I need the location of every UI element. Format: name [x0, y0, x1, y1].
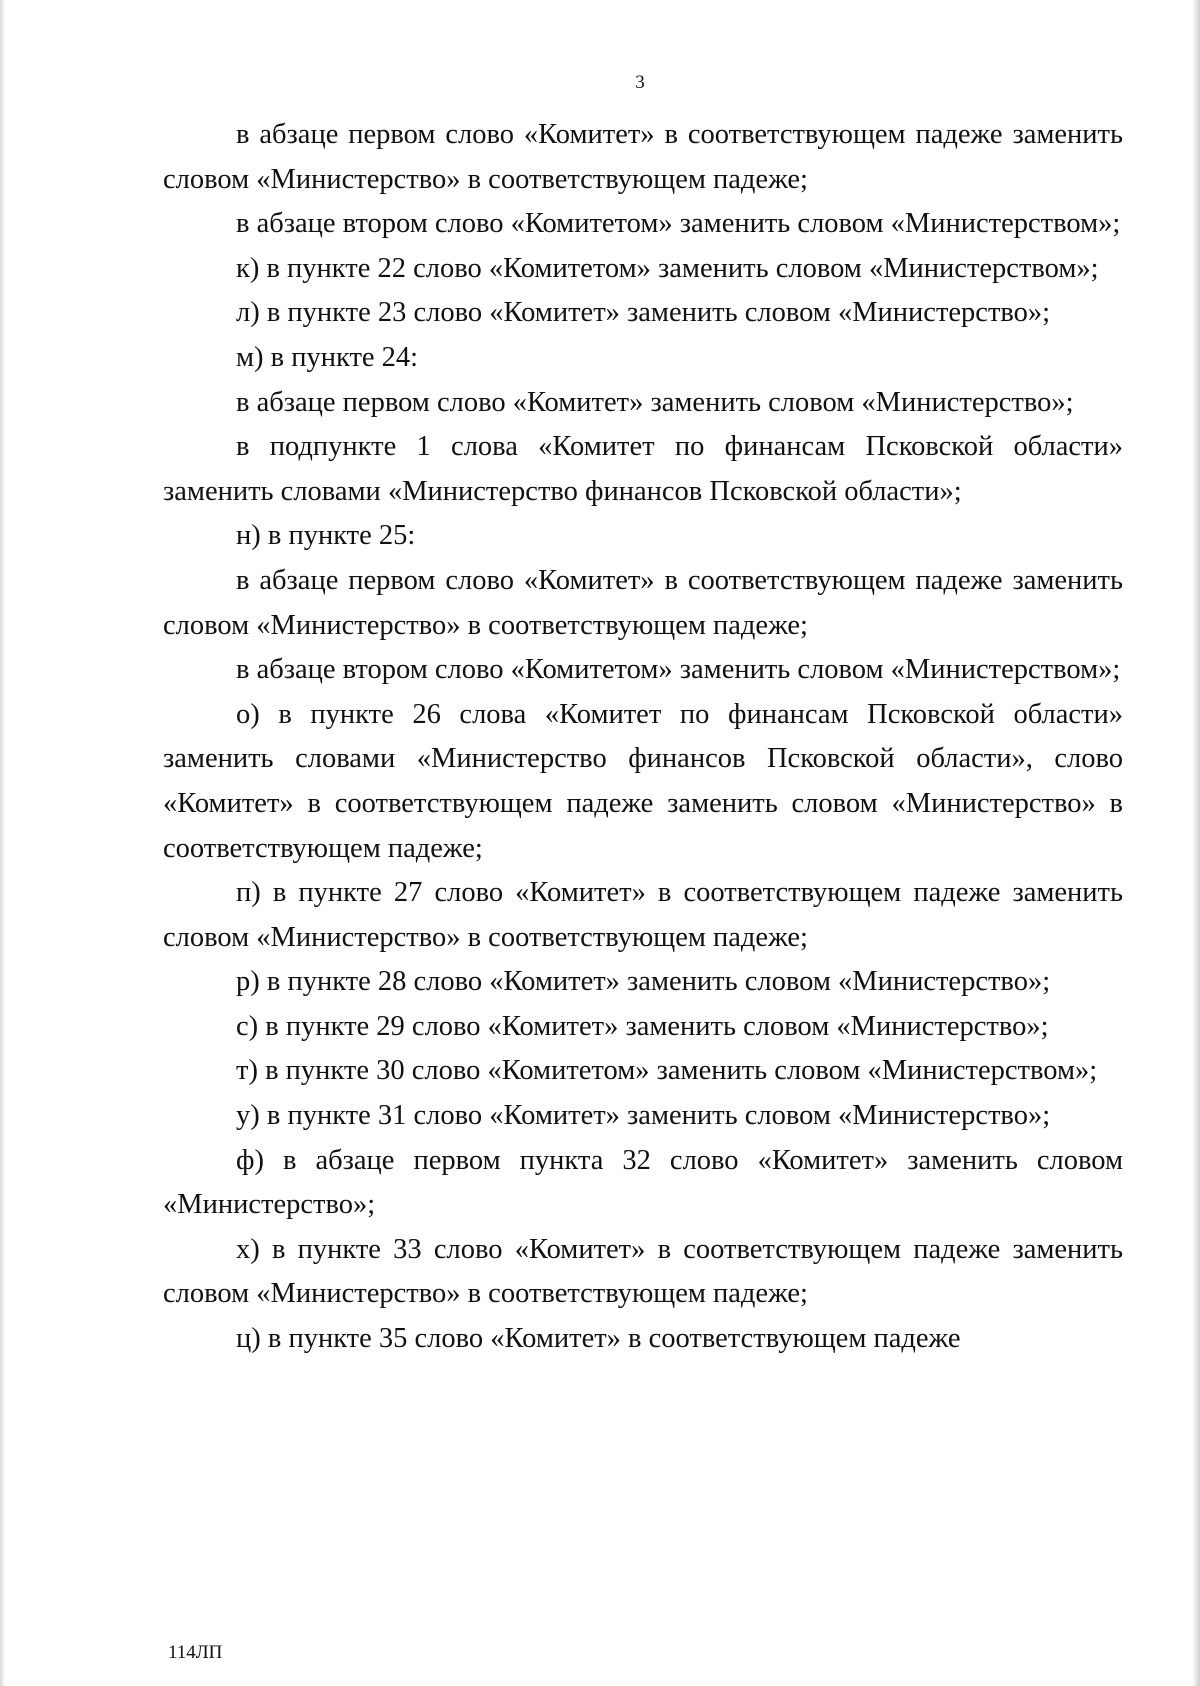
paragraph-19: ц) в пункте 35 слово «Комитет» в соответствующем падеже: [236, 1323, 961, 1355]
paragraph-9: в абзаце первом слово «Комитет» в соответствующем падеже заменить словом «Министерство» в соответствующем падеже;: [163, 564, 1123, 641]
paragraph-1: в абзаце первом слово «Комитет» в соответствующем падеже заменить словом «Министерство» в соответствующем падеже;: [163, 119, 1123, 195]
paragraph-12: п) в пункте 27 слово «Комитет» в соответствующем падеже заменить словом «Министерство» в соответствующем падеже;: [163, 877, 1123, 953]
paragraph-16: у) в пункте 31 слово «Комитет» заменить словом «Министерство»;: [236, 1100, 1051, 1132]
paragraph-13: р) в пункте 28 слово «Комитет» заменить словом «Министерство»;: [236, 966, 1051, 998]
paragraph-4: л) в пункте 23 слово «Комитет» заменить словом «Министерство»;: [236, 297, 1051, 329]
page-number: 3: [635, 72, 645, 93]
document-body: [163, 113, 1123, 1362]
paragraph-2: в абзаце втором слово «Комитетом» заменить словом «Министерством»;: [236, 208, 1121, 240]
scan-edge-right: [1192, 0, 1200, 1686]
paragraph-6: в абзаце первом слово «Комитет» заменить словом «Министерство»;: [236, 386, 1074, 418]
paragraph-17: ф) в абзаце первом пункта 32 слово «Комитет» заменить словом «Министерство»;: [163, 1144, 1123, 1221]
paragraph-7: в подпункте 1 слова «Комитет по финансам Псковской области» заменить словами «Министерство финансов Псковской области»;: [163, 431, 1123, 507]
footer-document-code: 114ЛП: [168, 1642, 223, 1663]
scan-edge-left: [0, 0, 6, 1686]
paragraph-10: в абзаце втором слово «Комитетом» заменить словом «Министерством»;: [236, 654, 1121, 686]
paragraph-18: х) в пункте 33 слово «Комитет» в соответствующем падеже заменить словом «Министерство» в соответствующем падеже;: [163, 1233, 1123, 1310]
paragraph-11: о) в пункте 26 слова «Комитет по финансам Псковской области» заменить словами «Министерство финансов Псковской области», слово «Комитет» в соответствующем падеже заменить словом «Министерство» в соответствующем падеже;: [163, 698, 1123, 864]
paragraph-5: м) в пункте 24:: [236, 341, 419, 373]
paragraph-14: с) в пункте 29 слово «Комитет» заменить словом «Министерство»;: [236, 1010, 1049, 1042]
paragraph-15: т) в пункте 30 слово «Комитетом» заменить словом «Министерством»;: [236, 1055, 1098, 1087]
paragraph-8: н) в пункте 25:: [236, 520, 416, 552]
paragraph-3: к) в пункте 22 слово «Комитетом» заменить словом «Министерством»;: [236, 252, 1099, 284]
